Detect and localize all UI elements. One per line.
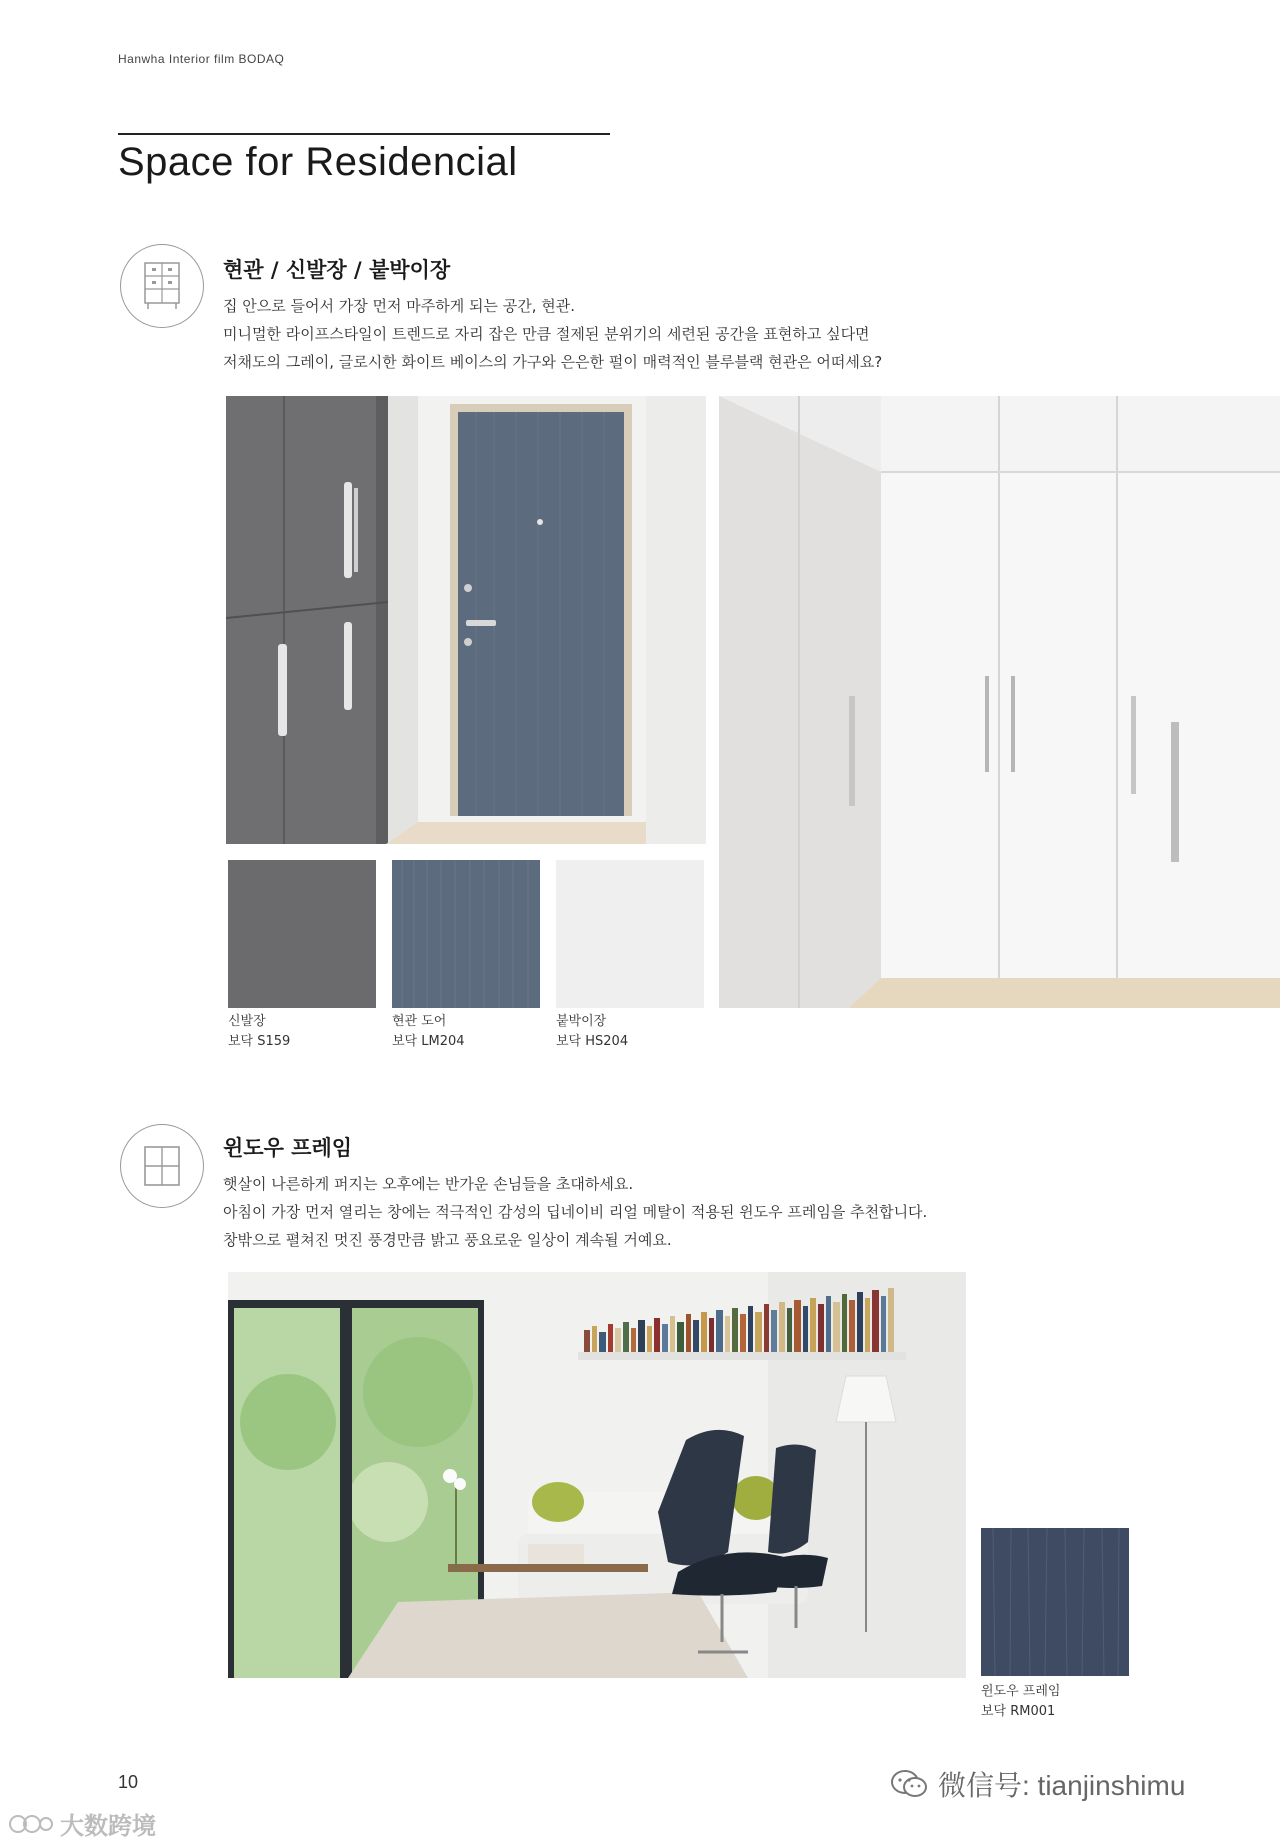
bottom-logo <box>8 1806 156 1841</box>
swatch-built-in-closet <box>556 860 704 1008</box>
caption-name: 윈도우 프레임 <box>981 1684 1061 1699</box>
logo-icon <box>8 1811 54 1837</box>
title-rule <box>118 133 610 135</box>
desc-line: 햇살이 나른하게 퍼지는 오후에는 반가운 손님들을 초대하세요. <box>223 1175 634 1193</box>
swatch-caption-window-frame <box>981 1682 1060 1722</box>
desc-line: 창밖으로 펼쳐진 멋진 풍경만큼 밝고 풍요로운 일상이 계속될 거예요. <box>223 1231 672 1249</box>
wechat-icon <box>890 1769 928 1799</box>
caption-name: 신발장 <box>228 1014 266 1029</box>
desc-line: 미니멀한 라이프스타일이 트렌드로 자리 잡은 만큼 절제된 분위기의 세련된 공간을 표현하고 싶다면 <box>223 325 870 343</box>
swatch-entrance-door <box>392 860 540 1008</box>
desc-line: 저채도의 그레이, 글로시한 화이트 베이스의 가구와 은은한 펄이 매력적인 블루블랙 현관은 어떠세요? <box>223 353 883 371</box>
page-number: 10 <box>118 1772 139 1792</box>
wardrobe-photo <box>719 396 1280 1008</box>
swatch-caption-built-in-closet <box>556 1012 628 1052</box>
page-title: Space for Residencial <box>118 140 518 184</box>
caption-code: 보닥 S159 <box>228 1034 291 1049</box>
swatch-caption-entrance-door <box>392 1012 465 1052</box>
swatch-shoe-cabinet <box>228 860 376 1008</box>
caption-code: 보닥 LM204 <box>392 1034 465 1049</box>
cabinet-icon <box>120 244 204 328</box>
desc-line: 아침이 가장 먼저 열리는 창에는 적극적인 감성의 딥네이비 리얼 메탈이 적용된 윈도우 프레임을 추천합니다. <box>223 1203 928 1221</box>
caption-name: 붙박이장 <box>556 1014 607 1029</box>
wechat-watermark <box>890 1764 1185 1804</box>
caption-name: 현관 도어 <box>392 1014 447 1029</box>
desc-line: 집 안으로 들어서 가장 먼저 마주하게 되는 공간, 현관. <box>223 297 575 315</box>
entrance-photo <box>226 396 706 844</box>
living-room-photo <box>228 1272 966 1678</box>
swatch-caption-shoe-cabinet <box>228 1012 290 1052</box>
swatch-window-frame <box>981 1528 1129 1676</box>
section-desc-entrance <box>223 292 882 376</box>
section-title-window: 윈도우 프레임 <box>223 1136 353 1160</box>
window-icon <box>120 1124 204 1208</box>
caption-code: 보닥 HS204 <box>556 1034 629 1049</box>
caption-code: 보닥 RM001 <box>981 1704 1056 1719</box>
section-desc-window <box>223 1170 927 1254</box>
wechat-id: 微信号: tianjinshimu <box>938 1770 1186 1801</box>
brand-header: Hanwha Interior film BODAQ <box>118 52 285 66</box>
section-title-entrance: 현관 / 신발장 / 붙박이장 <box>223 258 451 282</box>
logo-text: 大数跨境 <box>60 1813 156 1840</box>
